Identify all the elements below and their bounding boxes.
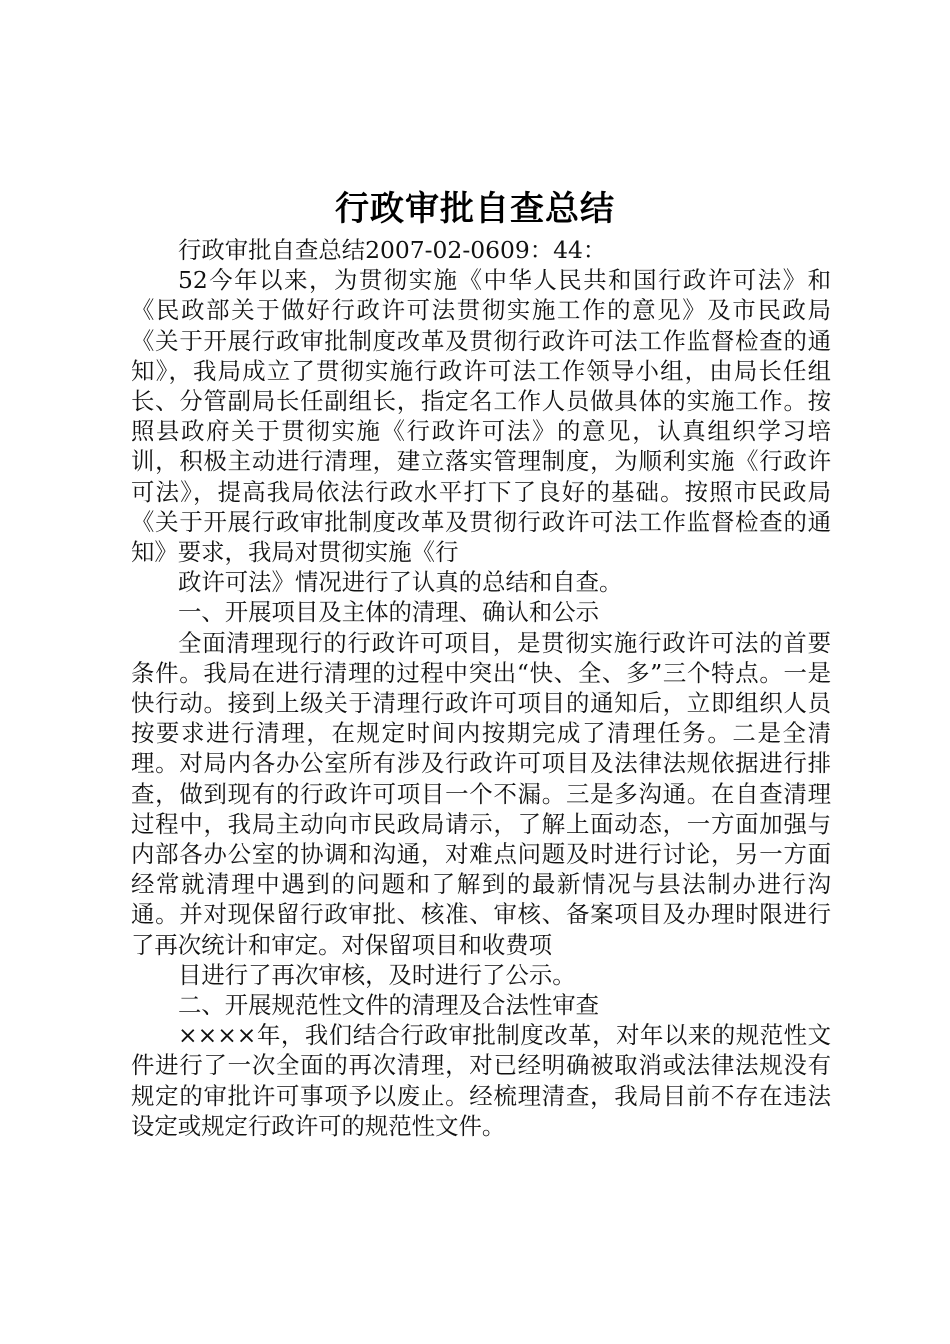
document-body [131, 235, 831, 1141]
intro-continuation: 政许可法》情况进行了认真的总结和自查。 [178, 568, 623, 597]
section1-paragraph: 全面清理现行的行政许可项目，是贯彻实施行政许可法的首要条件。我局在进行清理的过程中突出“快、全、多”三个特点。一是快行动。接到上级关于清理行政许可项目的通知后，立即组织人员按要求进行清理，在规定时间内按期完成了清理任务。二是全清理。对局内各办公室所有涉及行政许可项目及法律法规依据进行排查，做到现有的行政许可项目一个不漏。三是多沟通。在自查清理过程中，我局主动向市民政局请示，了解上面动态，一方面加强与内部各办公室的协调和沟通，对难点问题及时进行讨论，另一方面经常就清理中遇到的问题和了解到的最新情况与县法制办进行沟通。并对现保留行政审批、核准、审核、备案项目及办理时限进行了再次统计和审定。对保留项目和收费项 [131, 628, 831, 959]
intro-paragraph: 52今年以来，为贯彻实施《中华人民共和国行政许可法》和《民政部关于做好行政许可法贯彻实施工作的意见》及市民政局《关于开展行政审批制度改革及贯彻行政许可法工作监督检查的通知》，我局成立了贯彻实施行政许可法工作领导小组，由局长任组长、分管副局长任副组长，指定名工作人员做具体的实施工作。按照县政府关于贯彻实施《行政许可法》的意见，认真组织学习培训，积极主动进行清理，建立落实管理制度，为顺利实施《行政许可法》，提高我局依法行政水平打下了良好的基础。按照市民政局《关于开展行政审批制度改革及贯彻行政许可法工作监督检查的通知》要求，我局对贯彻实施《行 [131, 266, 831, 567]
header-line: 行政审批自查总结2007-02-0609：44： [178, 236, 607, 264]
document-title: 行政审批自查总结 [335, 189, 615, 229]
section2-heading: 二、开展规范性文件的清理及合法性审查 [178, 991, 600, 1020]
section1-continuation: 目进行了再次审核，及时进行了公示。 [178, 960, 576, 989]
section2-paragraph: ××××年，我们结合行政审批制度改革，对年以来的规范性文件进行了一次全面的再次清理，对已经明确被取消或法律法规没有规定的审批许可事项予以废止。经梳理清查，我局目前不存在违法设定或规定行政许可的规范性文件。 [131, 1021, 831, 1140]
section1-heading: 一、开展项目及主体的清理、确认和公示 [178, 598, 600, 627]
